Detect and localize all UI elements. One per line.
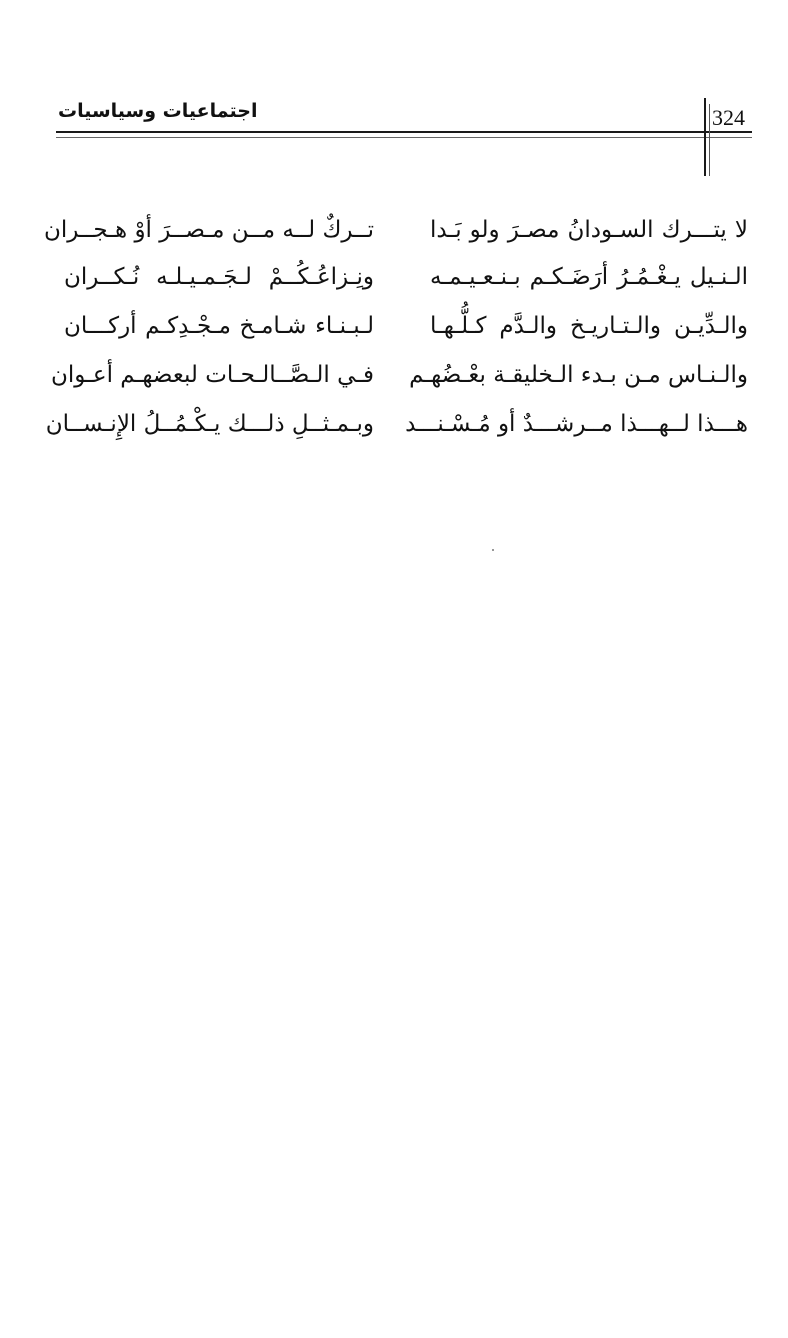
verse-first-hemistich: والـنـاس مـن بـدء الـخليقـة بعْـضُهـم	[409, 362, 748, 388]
verse	[0, 252, 788, 302]
page-header	[0, 0, 788, 190]
verse-second-hemistich: وبـمـثــلِ ذلـــك يـكْـمُــلُ الإِنـســان	[45, 411, 374, 437]
page-number-divider-thin	[709, 104, 710, 176]
print-speck	[492, 549, 494, 551]
verse	[0, 205, 788, 255]
verse-first-hemistich: لا يتـــرك السـودانُ مصـرَ ولو بَـدا	[430, 217, 748, 243]
verse-second-hemistich: فـي الـصَّــالـحـات لبعضهـم أعـوان	[50, 362, 374, 388]
verse	[0, 399, 788, 449]
running-title: اجتماعيات وسياسيات	[58, 100, 258, 122]
verse	[0, 350, 788, 400]
verse-first-hemistich: هـــذا لــهـــذا مــرشـــدٌ أو مُـسْـنـــد	[405, 411, 748, 437]
verse-first-hemistich: الـنـيل يـغْـمُـرُ أرَضَـكـم بـنـعـيـمـه	[430, 264, 748, 290]
page-number-divider	[704, 98, 706, 176]
verse	[0, 301, 788, 351]
verse-second-hemistich: لـبـنـاء شـامـخ مـجْـدِكـم أركـــان	[64, 313, 374, 339]
verse-second-hemistich: ونِـزاعُـكُــمْ لـجَـمـيـلـه نُـكــران	[64, 264, 374, 290]
verse-first-hemistich: والـدِّيـن والـتـاريـخ والـدَّم كـلُّـهـا	[430, 313, 748, 339]
page-number: 324	[712, 105, 745, 130]
header-rule-thin	[56, 137, 752, 138]
header-rule	[56, 131, 752, 133]
verse-second-hemistich: تــركٌ لــه مــن مـصــرَ أوْ هـجــران	[43, 217, 374, 243]
